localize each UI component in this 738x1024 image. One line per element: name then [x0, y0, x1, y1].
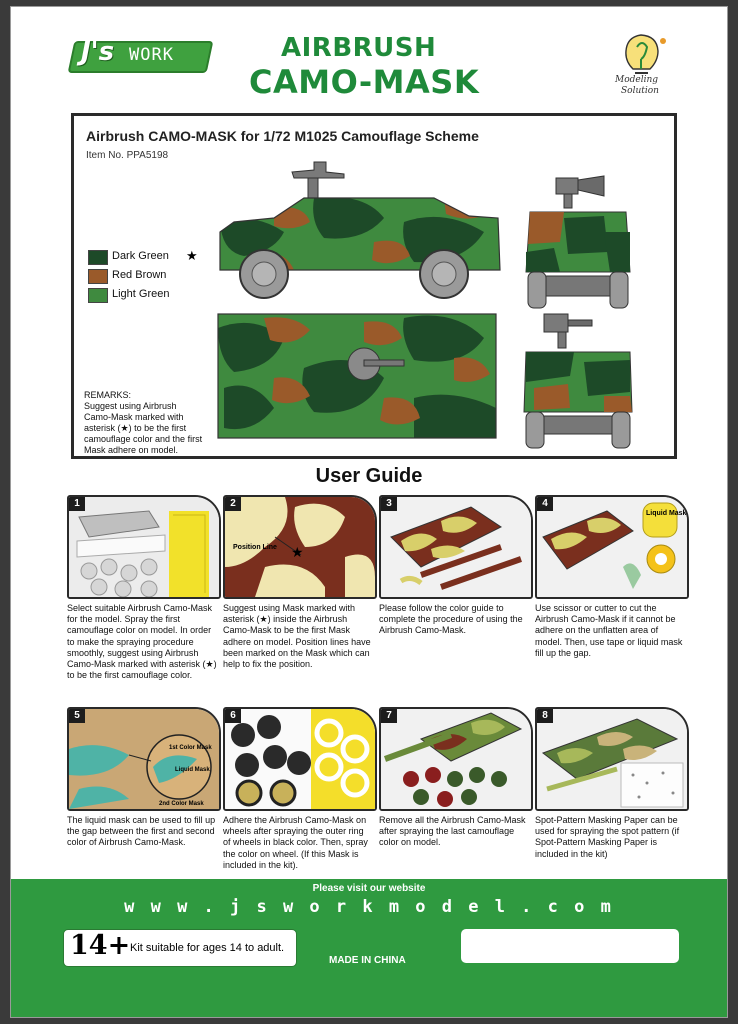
legend-label: Red Brown — [112, 269, 167, 281]
title-line-1: AIRBRUSH — [281, 33, 437, 63]
step-number: 8 — [537, 709, 553, 723]
blank-label-box — [461, 929, 679, 963]
remarks-line: Suggest using Airbrush — [84, 401, 177, 411]
guide-step-1 — [67, 495, 217, 681]
badge-line-1: Modeling — [615, 75, 659, 85]
logo-word: WORK — [129, 45, 174, 65]
footer-bottom-band — [11, 927, 727, 1017]
remarks-line: Camo-Mask marked with — [84, 412, 184, 422]
svg-text:★: ★ — [291, 544, 304, 560]
step-description: Suggest using Mask marked with asterisk (★) inside the Airbrush Camo-Mask to be the first Mask adhere on model. Position lines have been marked on the Mask which can help to fix the position. — [223, 603, 371, 670]
liquid-mask-caption: Liquid Mask — [646, 510, 687, 517]
legend-label: Light Green — [112, 288, 170, 300]
scheme-title: Airbrush CAMO-MASK for 1/72 M1025 Camouflage Scheme — [86, 128, 479, 144]
step-description: Select suitable Airbrush Camo-Mask for the model. Spray the first camouflage color on model. In order to make the spraying procedure smoothly, suggest using Airbrush Camo-Mask marked with asterisk (★) to be the first camouflage color. — [67, 603, 217, 681]
visit-website-text: Please visit our website — [312, 883, 426, 894]
guide-step-7 — [379, 707, 529, 849]
legend-item — [88, 288, 198, 307]
legend-item — [88, 250, 198, 269]
position-line-caption: Position Line — [233, 544, 277, 551]
step-description: Please follow the color guide to complete the procedure of using the Airbrush Camo-Mask. — [379, 603, 523, 636]
footer-website-band — [11, 879, 727, 927]
camo-scheme-panel — [71, 113, 677, 459]
step-5-image — [67, 707, 221, 811]
step-number: 1 — [69, 497, 85, 511]
step-2-image — [223, 495, 377, 599]
legend-label: Dark Green — [112, 250, 169, 262]
liquid-mask-caption: Liquid Mask — [175, 767, 210, 773]
lightbulb-icon — [611, 29, 677, 75]
guide-step-8 — [535, 707, 685, 860]
humvee-side-view — [214, 152, 504, 302]
guide-step-5 — [67, 707, 217, 849]
first-mask-caption: 1st Color Mask — [169, 745, 212, 751]
step-description: The liquid mask can be used to fill up the gap between the first and second color of Airbrush Camo-Mask. — [67, 815, 216, 848]
instruction-sheet — [10, 6, 728, 1018]
remarks-text — [84, 390, 209, 456]
age-rating-text: Kit suitable for ages 14 to adult. — [130, 942, 285, 954]
step-1-image — [67, 495, 221, 599]
step-number: 3 — [381, 497, 397, 511]
step-description: Remove all the Airbrush Camo-Mask after spraying the last camouflage color on model. — [379, 815, 526, 848]
guide-step-2 — [223, 495, 373, 670]
legend-swatch-light-green — [88, 288, 108, 303]
guide-step-6 — [223, 707, 373, 871]
step-number: 5 — [69, 709, 85, 723]
humvee-rear-view — [514, 312, 644, 452]
color-legend — [88, 250, 198, 307]
step-7-image — [379, 707, 533, 811]
step-number: 4 — [537, 497, 553, 511]
step-description: Use scissor or cutter to cut the Airbrush Camo-Mask if it cannot be adhere on the unflatten area of model. Then, use tape or liquid mask fill up the gap. — [535, 603, 683, 658]
user-guide-title: User Guide — [315, 465, 423, 487]
website-url[interactable]: w w w . j s w o r k m o d e l . c o m — [124, 897, 614, 917]
legend-item — [88, 269, 198, 288]
humvee-front-view — [514, 172, 644, 312]
step-number: 2 — [225, 497, 241, 511]
step-4-image — [535, 495, 689, 599]
step-description: Adhere the Airbrush Camo-Mask on wheels after spraying the outer ring of wheels in black color. Then, spray the color on wheel. (If this Mask is included in the kit). — [223, 815, 368, 870]
guide-step-3 — [379, 495, 529, 637]
badge-line-2: Solution — [621, 86, 659, 96]
jswork-logo — [71, 35, 211, 75]
legend-swatch-dark-green — [88, 250, 108, 265]
legend-swatch-red-brown — [88, 269, 108, 284]
item-number: Item No. PPA5198 — [86, 150, 169, 161]
step-number: 7 — [381, 709, 397, 723]
made-in-label: MADE IN CHINA — [329, 955, 406, 966]
guide-step-4 — [535, 495, 685, 659]
humvee-top-view — [214, 308, 504, 448]
age-rating-box — [63, 929, 297, 967]
age-rating: 14+ — [70, 930, 131, 961]
logo-prefix: J's — [81, 37, 115, 67]
remarks-line: asterisk (★) to be the first — [84, 423, 187, 433]
title-line-2: CAMO-MASK — [249, 63, 480, 101]
remarks-line: camouflage color and the first — [84, 434, 203, 444]
step-3-image — [379, 495, 533, 599]
modeling-solution-badge — [611, 29, 677, 99]
second-mask-caption: 2nd Color Mask — [159, 801, 204, 807]
step-number: 6 — [225, 709, 241, 723]
step-6-image — [223, 707, 377, 811]
step-8-image — [535, 707, 689, 811]
remarks-line: REMARKS: — [84, 390, 132, 400]
star-icon: ★ — [186, 248, 198, 263]
remarks-line: Mask adhere on model. — [84, 445, 179, 455]
step-description: Spot-Pattern Masking Paper can be used for spraying the spot pattern (if Spot-Pattern Masking Paper is included in the kit) — [535, 815, 680, 859]
